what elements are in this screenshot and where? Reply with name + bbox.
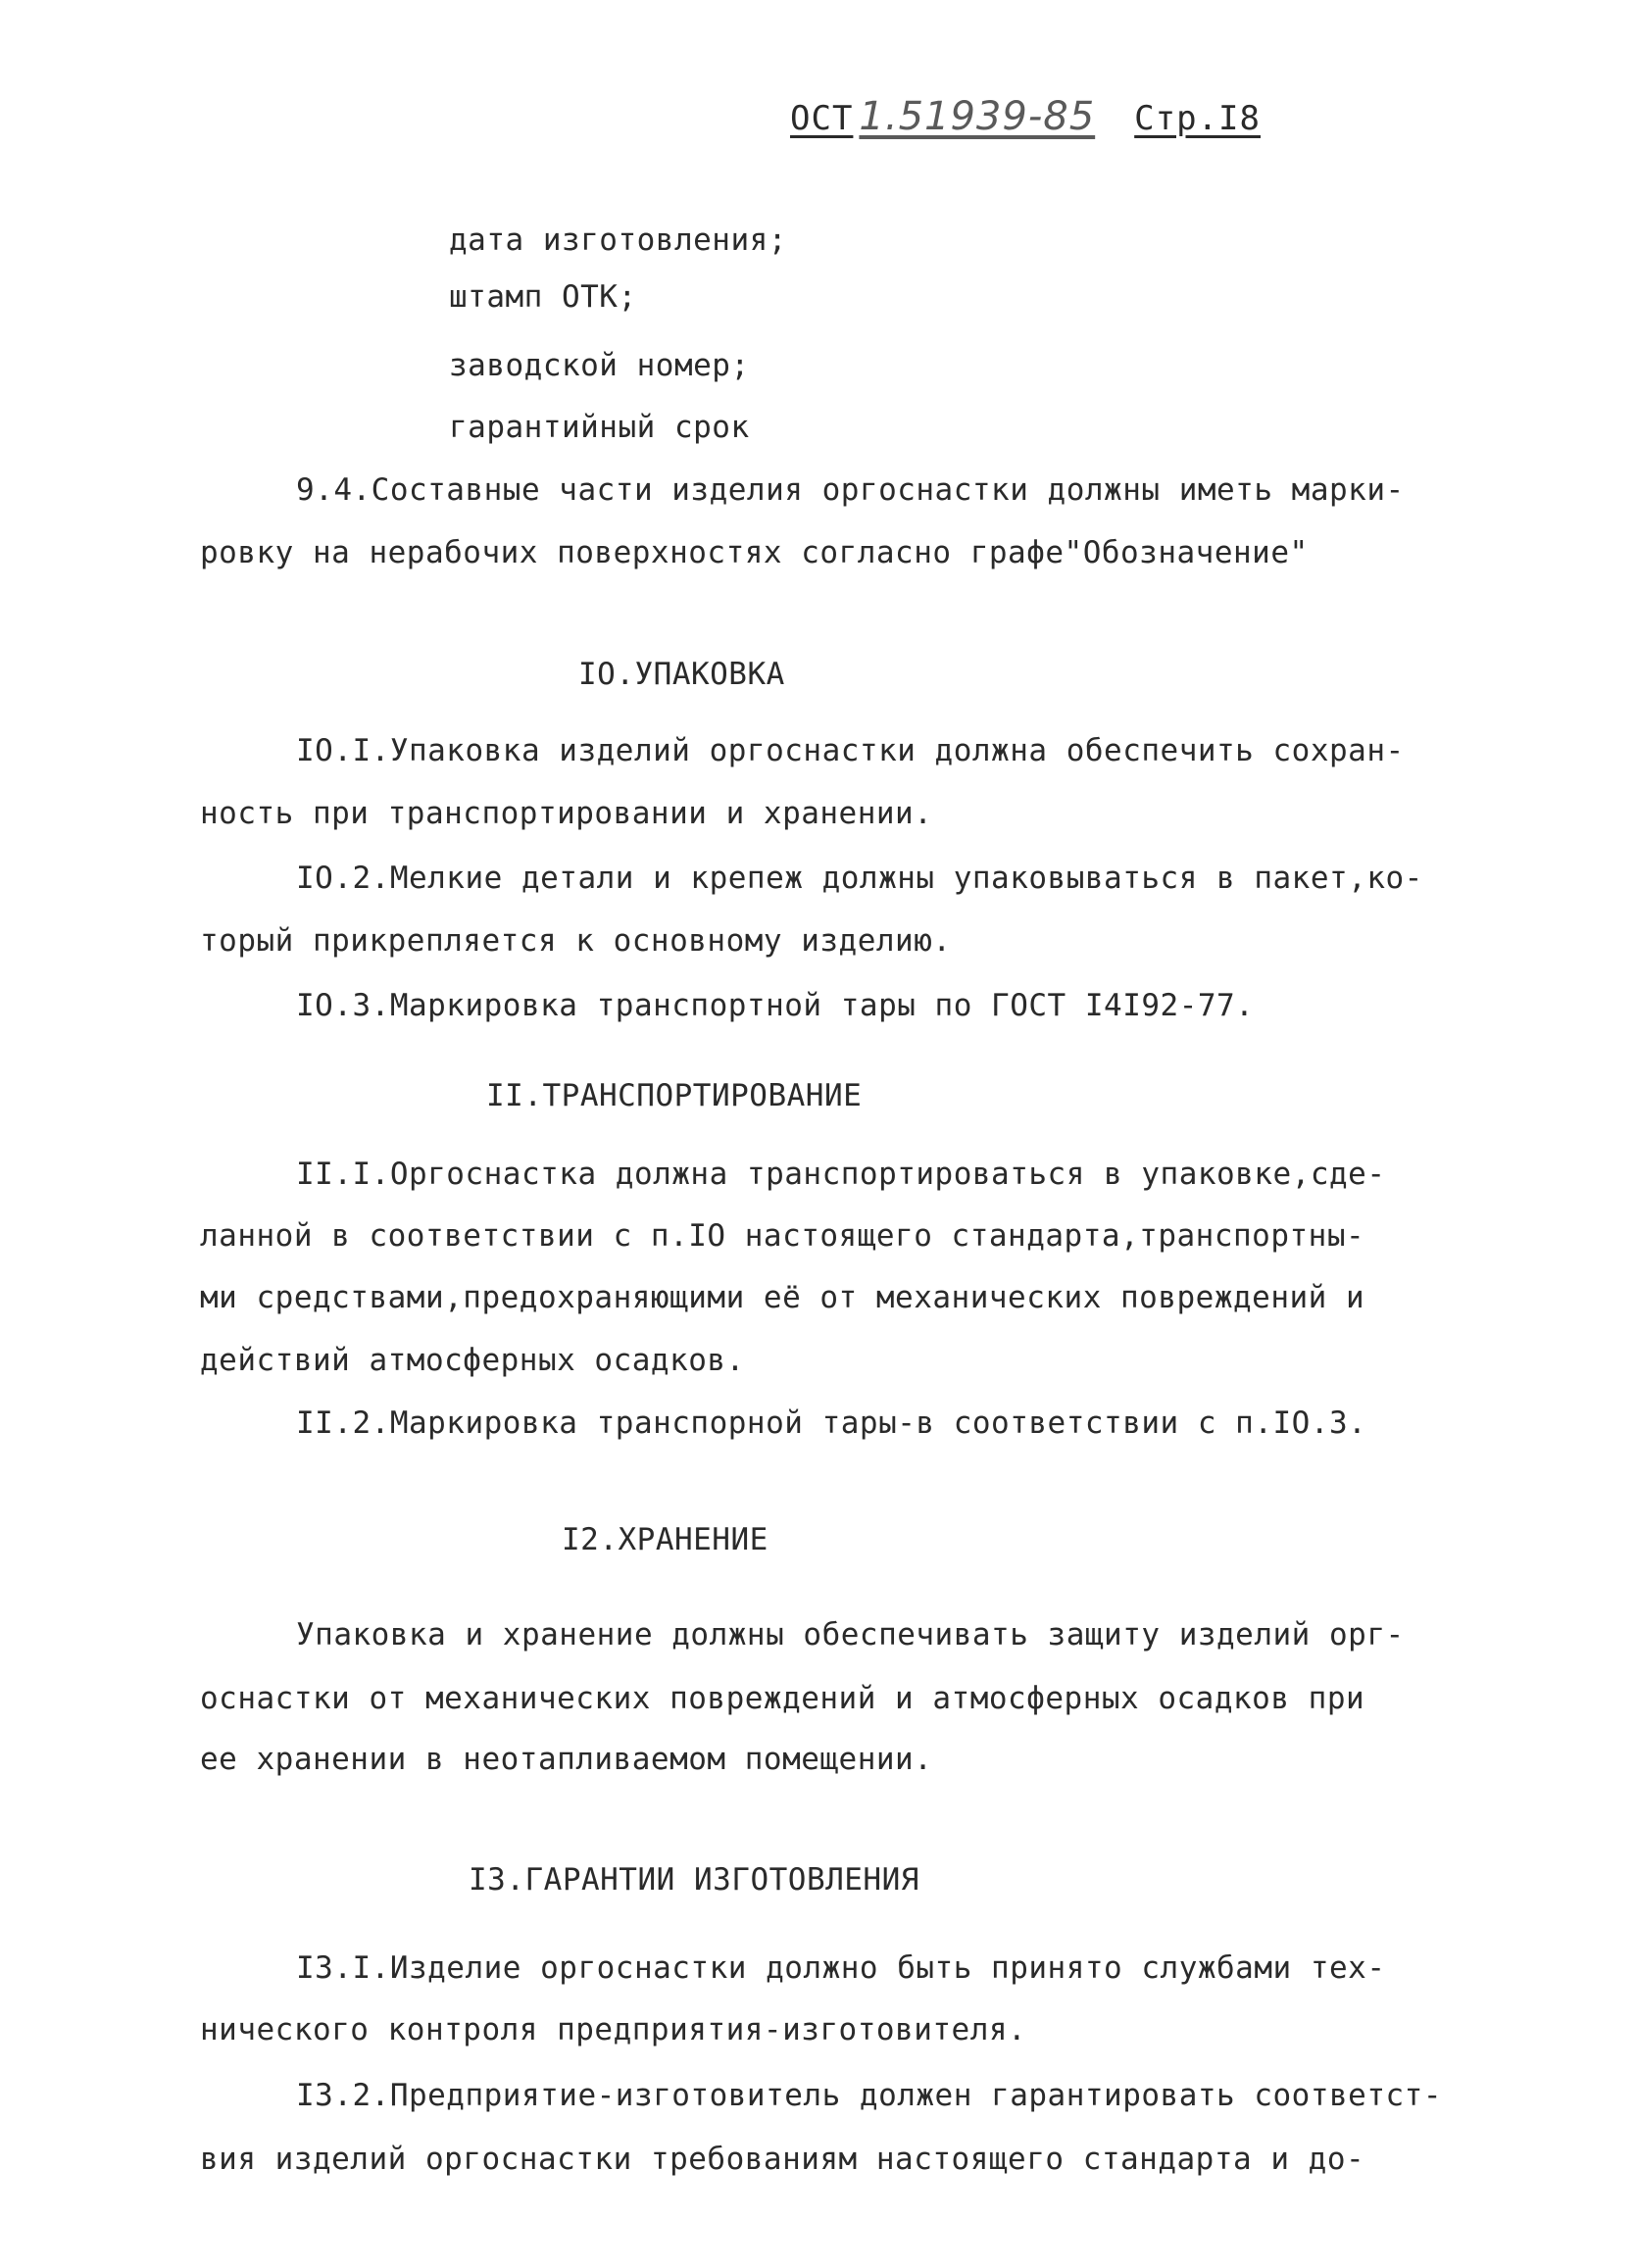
paragraph-9-4-line: 9.4.Составные части изделия оргоснастки должны иметь марки- bbox=[296, 472, 1405, 508]
list-item: гарантийный срок bbox=[449, 410, 750, 445]
section-heading-packaging: IO.УПАКОВКА bbox=[578, 657, 785, 692]
paragraph-10-1-line: ность при транспортировании и хранении. bbox=[200, 796, 933, 831]
paragraph-11-1-line: действий атмосферных осадков. bbox=[200, 1343, 745, 1378]
paragraph-12-line: Упаковка и хранение должны обеспечивать защиту изделий орг- bbox=[296, 1617, 1405, 1652]
paragraph-11-1-line: II.I.Оргоснастка должна транспортироваться в упаковке,сде- bbox=[296, 1157, 1386, 1192]
paragraph-10-2-line: IO.2.Мелкие детали и крепеж должны упаковываться в пакет,ко- bbox=[296, 861, 1423, 896]
paragraph-11-2-line: II.2.Маркировка транспорной тары-в соответствии с п.IO.3. bbox=[296, 1405, 1367, 1441]
section-heading-transportation: II.ТРАНСПОРТИРОВАНИЕ bbox=[486, 1078, 863, 1113]
paragraph-12-line: оснастки от механических повреждений и атмосферных осадков при bbox=[200, 1681, 1365, 1716]
paragraph-10-3-line: IO.3.Маркировка транспортной тары по ГОСТ I4I92-77. bbox=[296, 988, 1255, 1023]
paragraph-10-2-line: торый прикрепляется к основному изделию. bbox=[200, 923, 952, 959]
paragraph-9-4-line: ровку на нерабочих поверхностях согласно графе"Обозначение" bbox=[200, 535, 1309, 570]
list-item: заводской номер; bbox=[449, 348, 750, 383]
paragraph-11-1-line: ми средствами,предохраняющими её от механических повреждений и bbox=[200, 1280, 1365, 1315]
paragraph-12-line: ее хранении в неотапливаемом помещении. bbox=[200, 1742, 933, 1777]
list-item: дата изготовления; bbox=[449, 222, 787, 258]
paragraph-13-2-line: I3.2.Предприятие-изготовитель должен гарантировать соответст- bbox=[296, 2078, 1442, 2113]
paragraph-13-1-line: I3.I.Изделие оргоснастки должно быть принято службами тех- bbox=[296, 1950, 1386, 1986]
section-heading-storage: I2.ХРАНЕНИЕ bbox=[562, 1522, 768, 1557]
page-header bbox=[790, 94, 1261, 139]
standard-number: 1.51939-85 bbox=[859, 94, 1096, 139]
section-heading-warranty: I3.ГАРАНТИИ ИЗГОТОВЛЕНИЯ bbox=[469, 1862, 919, 1898]
standard-label: ОСТ bbox=[790, 99, 854, 138]
list-item: штамп ОТК; bbox=[449, 279, 637, 315]
paragraph-11-1-line: ланной в соответствии с п.IO настоящего стандарта,транспортны- bbox=[200, 1218, 1365, 1254]
paragraph-13-1-line: нического контроля предприятия-изготовителя. bbox=[200, 2012, 1027, 2047]
paragraph-13-2-line: вия изделий оргоснастки требованиям настоящего стандарта и до- bbox=[200, 2142, 1365, 2177]
paragraph-10-1-line: IO.I.Упаковка изделий оргоснастки должна обеспечить сохран- bbox=[296, 733, 1405, 768]
page-number: Стр.I8 bbox=[1134, 99, 1261, 138]
